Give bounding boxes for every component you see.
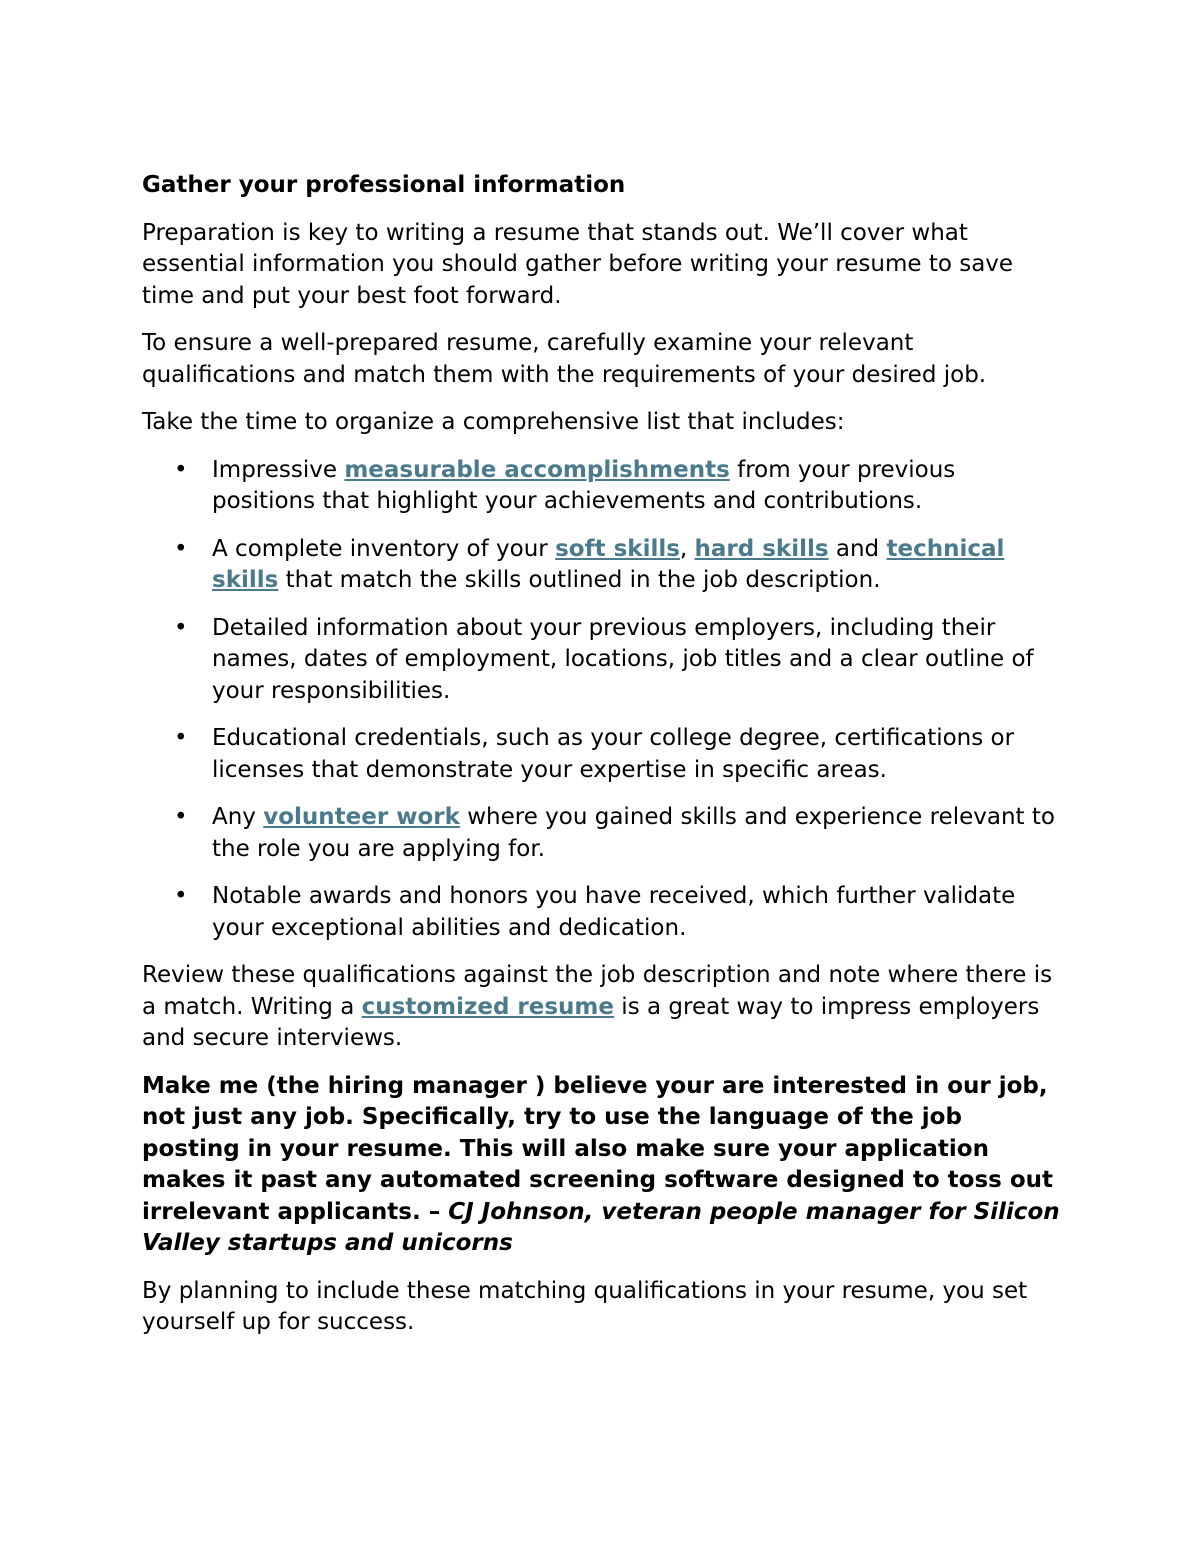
customized-resume-link[interactable]: customized resume (361, 993, 614, 1020)
bullet-icon: • (174, 456, 188, 483)
volunteer-work-link[interactable]: volunteer work (263, 804, 460, 830)
expert-quote (142, 1071, 1062, 1260)
closing-paragraph: By planning to include these matching qualifications in your resume, you set yourself up for success. (142, 1277, 1028, 1335)
hard-skills-link[interactable]: hard skills (694, 535, 829, 562)
qualifications-list (142, 455, 1062, 945)
document-page (142, 170, 1062, 1355)
list-item (142, 723, 1062, 786)
qualifications-paragraph: To ensure a well-prepared resume, carefully examine your relevant qualifications and match them with the requirements of your desired job. (142, 330, 987, 388)
list-item (142, 802, 1062, 865)
section-heading: Gather your professional information (142, 172, 626, 198)
review-paragraph (142, 960, 1062, 1055)
soft-skills-link[interactable]: soft skills (555, 535, 680, 562)
list-item-text: Detailed information about your previous employers, including their names, dates of employment, locations, job titles and a clear outline of your responsibilities. (212, 614, 1034, 704)
technical-skills-link[interactable]: technical skills (212, 535, 1005, 593)
quote-attribution: CJ Johnson, veteran people manager for Silicon Valley startups and unicorns (142, 1198, 1060, 1256)
list-item (142, 455, 1062, 518)
quote-text: Make me (the hiring manager ) believe your are interested in our job, not just any job. Specifically, try to use the language of the job posting in your resume. This will also make sure your application makes it past any automated screening software designed to toss out irrelevant applicants. – (142, 1072, 1054, 1225)
list-item-text: Any (212, 804, 264, 830)
bullet-icon: • (174, 725, 188, 751)
list-item-text: , (679, 535, 695, 562)
list-item-text: Impressive (212, 456, 345, 483)
list-item (142, 881, 1062, 944)
list-item-text: where you gained skills and experience relevant to the role you are applying for. (212, 804, 1055, 862)
measurable-accomplishments-link[interactable]: measurable accomplishments (344, 456, 730, 483)
list-item (142, 613, 1062, 708)
list-item-text: and (828, 535, 887, 562)
bullet-icon: • (174, 804, 188, 830)
list-intro-paragraph: Take the time to organize a comprehensive list that includes: (142, 409, 845, 435)
bullet-icon: • (174, 614, 188, 641)
review-text: is a great way to impress employers and secure interviews. (142, 993, 1040, 1051)
review-text: Review these qualifications against the job description and note where there is a match. Writing a (142, 962, 1053, 1020)
list-item-text: that match the skills outlined in the job description. (278, 567, 881, 593)
list-item (142, 534, 1062, 597)
intro-paragraph: Preparation is key to writing a resume that stands out. We’ll cover what essential information you should gather before writing your resume to save time and put your best foot forward. (142, 219, 1014, 309)
list-item-text: from your previous positions that highlight your achievements and contributions. (212, 456, 956, 514)
bullet-icon: • (174, 883, 188, 909)
bullet-icon: • (174, 535, 188, 562)
list-item-text: Educational credentials, such as your college degree, certifications or licenses that demonstrate your expertise in specific areas. (212, 725, 1015, 783)
list-item-text: Notable awards and honors you have received, which further validate your exceptional abilities and dedication. (212, 883, 1016, 941)
list-item-text: A complete inventory of your (212, 535, 556, 562)
